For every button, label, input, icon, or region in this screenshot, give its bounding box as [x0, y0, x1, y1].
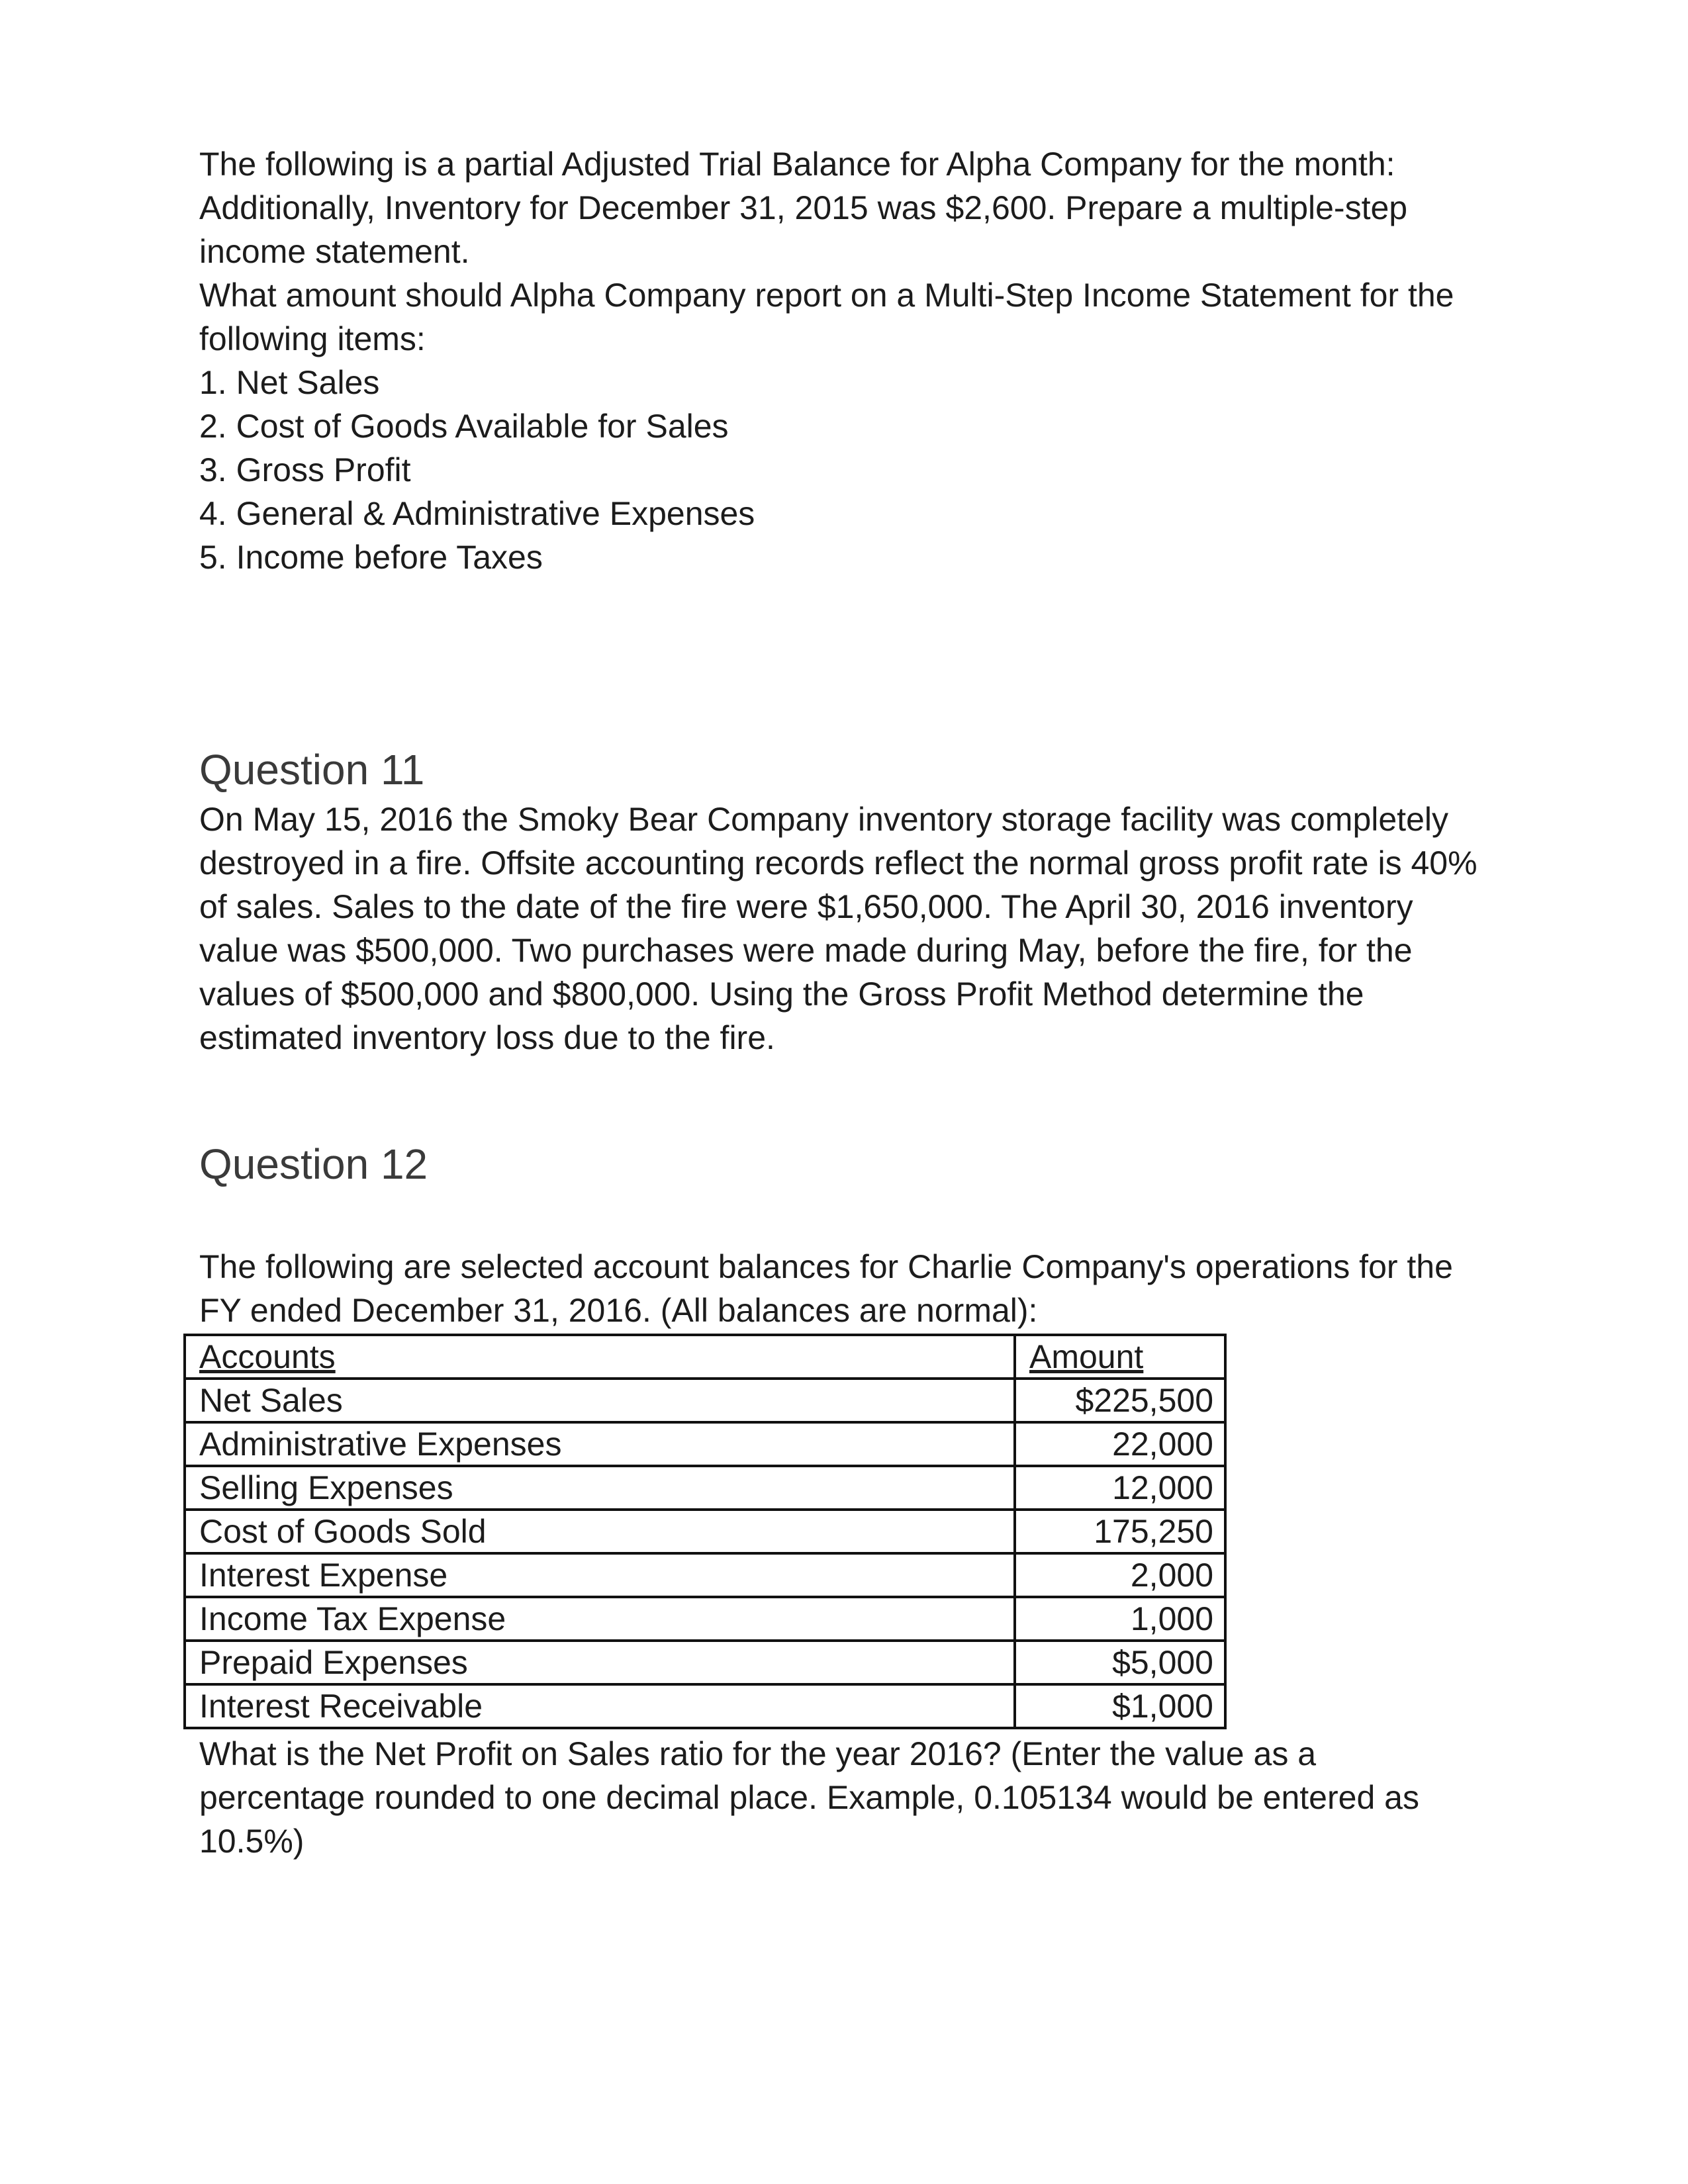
- table-row: [185, 1422, 1225, 1466]
- column-header-amount: Amount: [1015, 1335, 1225, 1379]
- account-name: Cost of Goods Sold: [185, 1510, 1015, 1553]
- intro-line-2: Additionally, Inventory for December 31, 2015 was $2,600. Prepare a multiple-step income statement.: [199, 189, 1408, 270]
- list-item: 2. Cost of Goods Available for Sales: [199, 408, 729, 445]
- account-name: Interest Receivable: [185, 1684, 1015, 1728]
- table-row: [185, 1597, 1225, 1641]
- table-row: [185, 1641, 1225, 1684]
- table-row: [185, 1466, 1225, 1510]
- intro-line-1: The following is a partial Adjusted Trial Balance for Alpha Company for the month:: [199, 146, 1395, 183]
- column-header-accounts: Accounts: [185, 1335, 1015, 1379]
- account-amount: 2,000: [1015, 1553, 1225, 1597]
- account-name: Administrative Expenses: [185, 1422, 1015, 1466]
- account-name: Net Sales: [185, 1379, 1015, 1422]
- account-amount: $1,000: [1015, 1684, 1225, 1728]
- table-header-row: [185, 1335, 1225, 1379]
- table-row: [185, 1684, 1225, 1728]
- list-item: 3. Gross Profit: [199, 451, 411, 488]
- account-amount: 12,000: [1015, 1466, 1225, 1510]
- account-name: Income Tax Expense: [185, 1597, 1015, 1641]
- account-amount: 175,250: [1015, 1510, 1225, 1553]
- account-amount: $225,500: [1015, 1379, 1225, 1422]
- question-11-heading: Question 11: [199, 746, 425, 794]
- document-page: [199, 142, 1510, 1863]
- question-11-body: On May 15, 2016 the Smoky Bear Company inventory storage facility was completely destroyed in a fire. Offsite accounting records reflect the normal gross profit rate is 40% of sales. Sales to the date of the fire were $1,650,000. The April 30, 2016 inventory value was $500,000. Two purchases were made during May, before the fire, for the values of $500,000 and $800,000. Using the Gross Profit Method determine the estimated inventory loss due to the fire.: [199, 801, 1477, 1056]
- account-name: Prepaid Expenses: [185, 1641, 1015, 1684]
- account-balances-table: [183, 1334, 1227, 1729]
- intro-line-3: What amount should Alpha Company report on a Multi-Step Income Statement for the following items:: [199, 277, 1454, 357]
- table-row: [185, 1510, 1225, 1553]
- account-name: Interest Expense: [185, 1553, 1015, 1597]
- account-amount: 22,000: [1015, 1422, 1225, 1466]
- intro-item-list: [199, 361, 1510, 579]
- list-item: 4. General & Administrative Expenses: [199, 495, 755, 532]
- question-12-prompt: What is the Net Profit on Sales ratio for the year 2016? (Enter the value as a percentage rounded to one decimal place. Example, 0.105134 would be entered as 10.5%): [199, 1735, 1419, 1860]
- question-12-intro: The following are selected account balances for Charlie Company's operations for the FY ended December 31, 2016. (All balances are normal):: [199, 1248, 1453, 1329]
- table-row: [185, 1379, 1225, 1422]
- account-amount: 1,000: [1015, 1597, 1225, 1641]
- account-name: Selling Expenses: [185, 1466, 1015, 1510]
- question-12-heading: Question 12: [199, 1140, 428, 1188]
- list-item: 5. Income before Taxes: [199, 539, 543, 576]
- table-row: [185, 1553, 1225, 1597]
- account-amount: $5,000: [1015, 1641, 1225, 1684]
- list-item: 1. Net Sales: [199, 364, 380, 401]
